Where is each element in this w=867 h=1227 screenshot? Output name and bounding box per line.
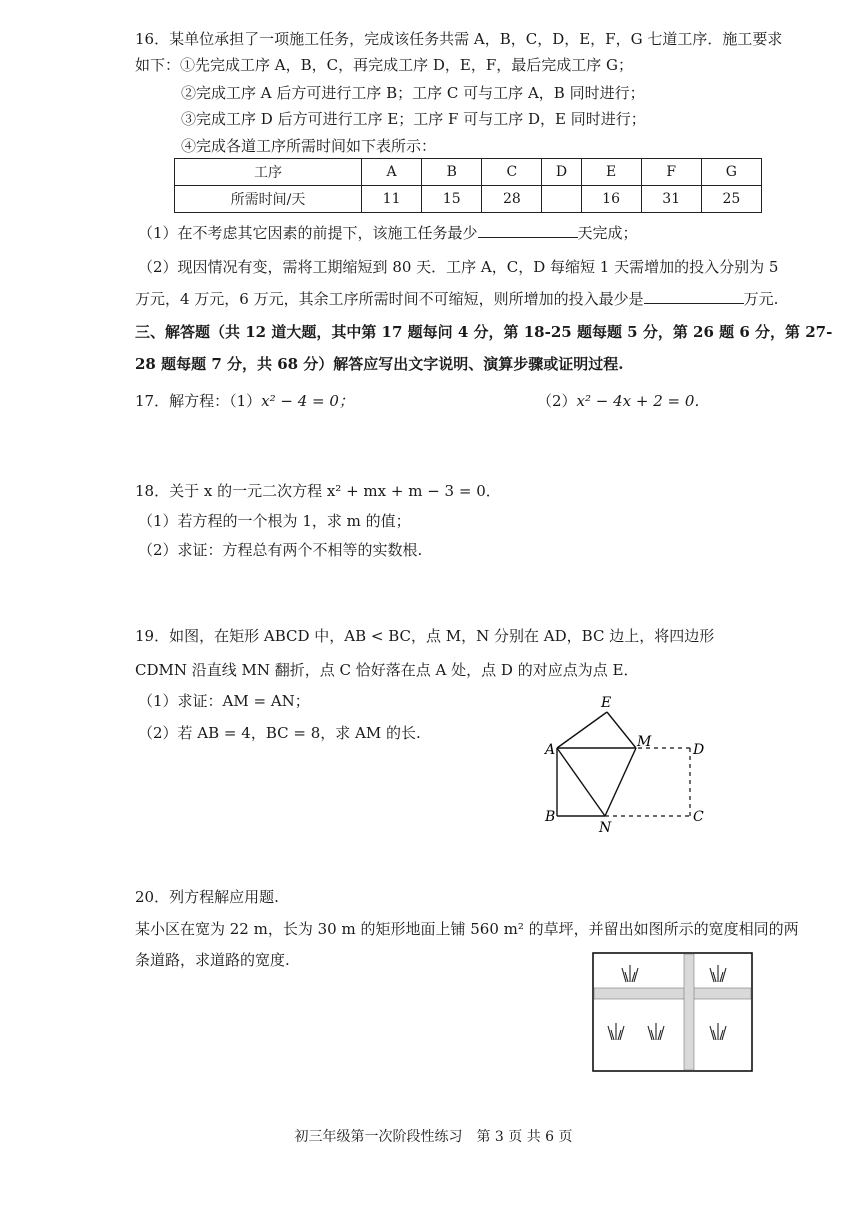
q17-label: 17．解方程：（1） xyxy=(135,392,262,410)
horizontal-road xyxy=(594,988,751,999)
q16-line1: 16．某单位承担了一项施工任务，完成该任务共需 A，B，C，D，E，F，G 七道工序．施工要求 xyxy=(135,30,783,48)
page-footer: 初三年级第一次阶段性练习 第 3 页 共 6 页 xyxy=(294,1129,573,1145)
q20-title: 20．列方程解应用题. xyxy=(135,888,279,906)
q17-part2 xyxy=(537,390,709,411)
q19-line1: 19．如图，在矩形 ABCD 中，AB < BC，点 M，N 分别在 AD，BC 边上，将四边形 xyxy=(135,627,715,645)
table-cell: B xyxy=(422,159,482,186)
segment-em xyxy=(607,712,636,748)
table-cell: 25 xyxy=(701,186,761,213)
table-header-row xyxy=(175,159,762,186)
table-cell: 16 xyxy=(581,186,641,213)
q17-eq2: x² − 4x + 2 = 0． xyxy=(576,392,710,410)
q17-part1 xyxy=(135,390,354,411)
q18-stem: 18．关于 x 的一元二次方程 x² + mx + m − 3 = 0． xyxy=(135,482,501,500)
q16-line5: ④完成各道工序所需时间如下表所示： xyxy=(181,137,437,155)
lawn-road-figure xyxy=(592,952,754,1074)
section3-line2: 28 题每题 7 分，共 68 分）解答应写出文字说明、演算步骤或证明过程. xyxy=(135,355,624,373)
label-e: E xyxy=(601,695,612,711)
segment-mn xyxy=(605,748,636,816)
label-d: D xyxy=(693,742,705,758)
q16-sub1-end: 天完成； xyxy=(577,224,638,242)
q16-line2: 如下：①先完成工序 A，B，C，再完成工序 D，E，F，最后完成工序 G； xyxy=(135,56,634,74)
q17-label2: （2） xyxy=(537,392,577,410)
q17-eq1: x² − 4 = 0； xyxy=(261,392,354,410)
answer-blank xyxy=(644,289,744,304)
table-cell: E xyxy=(581,159,641,186)
table-cell: F xyxy=(641,159,701,186)
table-cell: A xyxy=(362,159,422,186)
table-cell xyxy=(542,186,581,213)
vertical-road xyxy=(684,954,694,1070)
q16-line4: ③完成工序 D 后方可进行工序 E；工序 F 可与工序 D，E 同时进行； xyxy=(181,110,646,128)
label-n: N xyxy=(599,820,612,835)
table-cell: 工序 xyxy=(175,159,362,186)
q20-line1: 某小区在宽为 22 m，长为 30 m 的矩形地面上铺 560 m² 的草坪，并留出如图所示的宽度相同的两 xyxy=(135,920,799,938)
q20-line2: 条道路，求道路的宽度. xyxy=(135,951,290,969)
label-b: B xyxy=(545,809,556,825)
q19-sub2: （2）若 AB = 4，BC = 8，求 AM 的长. xyxy=(138,724,421,742)
q16-line3: ②完成工序 A 后方可进行工序 B；工序 C 可与工序 A，B 同时进行； xyxy=(181,84,645,102)
q19-line2: CDMN 沿直线 MN 翻折，点 C 恰好落在点 A 处，点 D 的对应点为点 E． xyxy=(135,661,639,679)
q16-sub2-text: 万元，4 万元，6 万元，其余工序所需时间不可缩短，则所增加的投入最少是 xyxy=(135,290,644,308)
table-cell: C xyxy=(482,159,542,186)
q16-sub2-line2 xyxy=(135,288,778,309)
section3-line1: 三、解答题（共 12 道大题，其中第 17 题每问 4 分，第 18-25 题每题 5 分，第 26 题 6 分，第 27- xyxy=(135,323,833,341)
table-cell: 11 xyxy=(362,186,422,213)
table-cell: 31 xyxy=(641,186,701,213)
q18-sub1: （1）若方程的一个根为 1，求 m 的值； xyxy=(138,512,411,530)
q18-sub2: （2）求证：方程总有两个不相等的实数根. xyxy=(138,541,423,559)
process-time-table xyxy=(174,158,762,213)
rectangle-fold-figure xyxy=(535,690,720,835)
q16-sub1-text: （1）在不考虑其它因素的前提下，该施工任务最少 xyxy=(138,224,478,242)
q16-sub2-end: 万元. xyxy=(743,290,779,308)
segment-an xyxy=(557,748,605,816)
lawn-outline xyxy=(593,953,752,1071)
answer-blank xyxy=(478,223,578,238)
q16-sub2-line1: （2）现因情况有变，需将工期缩短到 80 天．工序 A，C，D 每缩短 1 天需增加的投入分别为 5 xyxy=(138,258,779,276)
label-a: A xyxy=(545,742,556,758)
label-m: M xyxy=(637,734,652,750)
q16-sub1 xyxy=(138,222,638,243)
table-cell: G xyxy=(701,159,761,186)
label-c: C xyxy=(693,809,704,825)
table-cell: 所需时间/天 xyxy=(175,186,362,213)
table-cell: 28 xyxy=(482,186,542,213)
q19-sub1: （1）求证：AM = AN； xyxy=(138,692,310,710)
table-cell: D xyxy=(542,159,581,186)
table-cell: 15 xyxy=(422,186,482,213)
table-row xyxy=(175,186,762,213)
segment-ae xyxy=(557,712,607,748)
